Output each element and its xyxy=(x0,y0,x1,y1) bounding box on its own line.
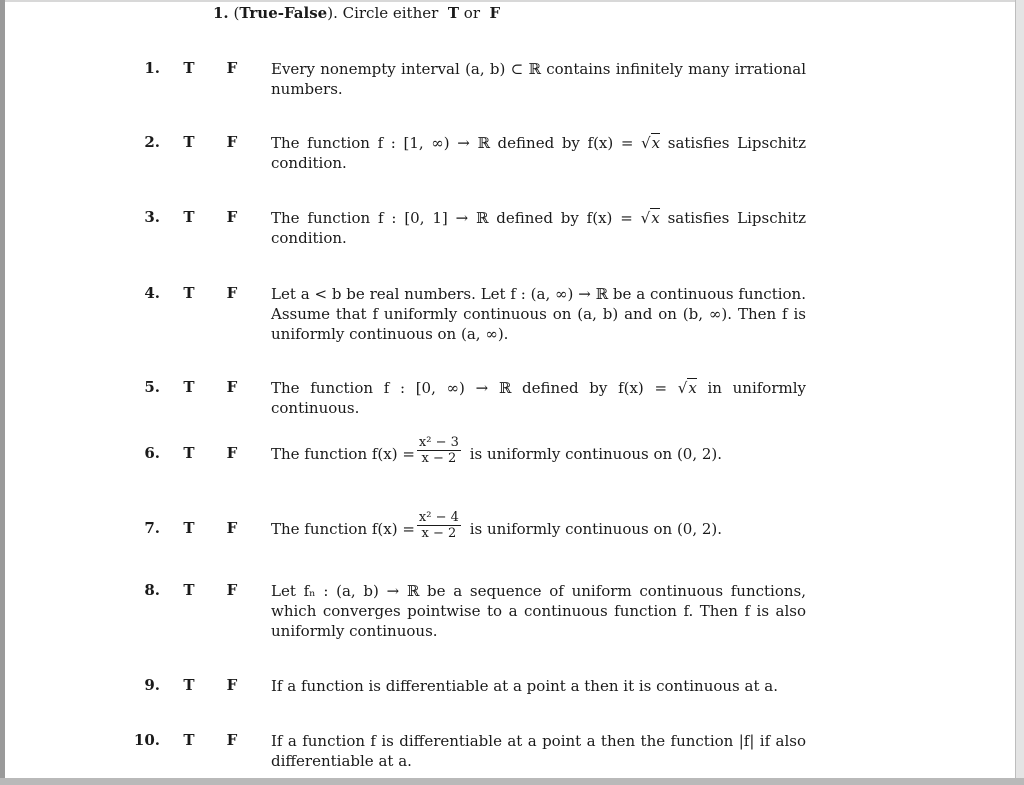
viewer-top-edge xyxy=(0,0,1024,2)
option-true[interactable]: T xyxy=(183,676,195,694)
section-header: 1. (True-False). Circle either T or F xyxy=(213,4,501,22)
option-false[interactable]: F xyxy=(226,731,238,749)
option-true[interactable]: T xyxy=(183,284,195,302)
question-statement: Let a < b be real numbers. Let f : (a, ∞) → ℝ be a continuous function. Assume that f uniformly continuous on (a, b) and on (b, ∞). Then f is uniformly continuous on (a, ∞). xyxy=(271,285,806,343)
option-false[interactable]: F xyxy=(226,208,238,226)
option-false[interactable]: F xyxy=(226,133,238,151)
option-true[interactable]: T xyxy=(183,59,195,77)
option-true[interactable]: T xyxy=(183,378,195,396)
option-false[interactable]: F xyxy=(226,284,238,302)
question-number: 3. xyxy=(144,208,160,226)
option-false[interactable]: F xyxy=(226,378,238,396)
question-statement: Every nonempty interval (a, b) ⊂ ℝ contains infinitely many irrational numbers. xyxy=(271,60,806,98)
question-number: 1. xyxy=(144,59,160,77)
option-false[interactable]: F xyxy=(226,676,238,694)
question-number: 7. xyxy=(144,519,160,537)
question-statement: The function f : [1, ∞) → ℝ defined by f(x) = √x satisfies Lipschitz condition. xyxy=(271,134,806,172)
question-number: 9. xyxy=(144,676,160,694)
question-statement: If a function f is differentiable at a point a then the function |f| if also differentiable at a. xyxy=(271,732,806,770)
question-number: 5. xyxy=(144,378,160,396)
section-title-open: ( xyxy=(233,4,240,22)
section-number: 1. xyxy=(213,4,229,22)
option-false[interactable]: F xyxy=(226,59,238,77)
question-statement: The function f : [0, 1] → ℝ defined by f(x) = √x satisfies Lipschitz condition. xyxy=(271,209,806,247)
fraction: $\frac{\text{x² − 4}}{x - 2}$ xyxy=(418,509,459,541)
option-false[interactable]: F xyxy=(226,519,238,537)
sqrt-symbol: √x xyxy=(677,379,697,397)
question-number: 6. xyxy=(144,444,160,462)
question-number: 2. xyxy=(144,133,160,151)
option-true[interactable]: T xyxy=(183,519,195,537)
question-number: 4. xyxy=(144,284,160,302)
question-statement: The function f : [0, ∞) → ℝ defined by f(x) = √x in uniformly continuous. xyxy=(271,379,806,417)
viewer-scrollbar[interactable] xyxy=(1015,0,1024,785)
viewer-bottom-edge xyxy=(0,778,1024,785)
question-statement: The function f(x) = $\frac{\text{x² − 4}}{x - 2}$ is uniformly continuous on (0, 2). xyxy=(271,509,723,541)
header-option-f: F xyxy=(489,4,501,22)
viewer-left-edge xyxy=(0,0,5,785)
sqrt-symbol: √x xyxy=(640,209,660,227)
option-true[interactable]: T xyxy=(183,444,195,462)
option-true[interactable]: T xyxy=(183,208,195,226)
option-true[interactable]: T xyxy=(183,731,195,749)
option-true[interactable]: T xyxy=(183,133,195,151)
question-statement: The function f(x) = $\frac{\text{x² − 3}}{x - 2}$ is uniformly continuous on (0, 2). xyxy=(271,434,723,466)
section-instruction: . Circle either xyxy=(333,4,439,22)
question-statement: Let fₙ : (a, b) → ℝ be a sequence of uniform continuous functions, which converges pointwise to a continuous function f. Then f is also uniformly continuous. xyxy=(271,582,806,640)
question-number: 8. xyxy=(144,581,160,599)
header-or: or xyxy=(463,4,480,22)
section-title: True-False xyxy=(239,4,328,22)
option-true[interactable]: T xyxy=(183,581,195,599)
fraction: $\frac{\text{x² − 3}}{x - 2}$ xyxy=(418,434,459,466)
header-option-t: T xyxy=(447,4,460,22)
option-false[interactable]: F xyxy=(226,581,238,599)
option-false[interactable]: F xyxy=(226,444,238,462)
sqrt-symbol: √x xyxy=(641,134,661,152)
question-statement: If a function is differentiable at a point a then it is continuous at a. xyxy=(271,677,778,695)
question-number: 10. xyxy=(133,731,160,749)
